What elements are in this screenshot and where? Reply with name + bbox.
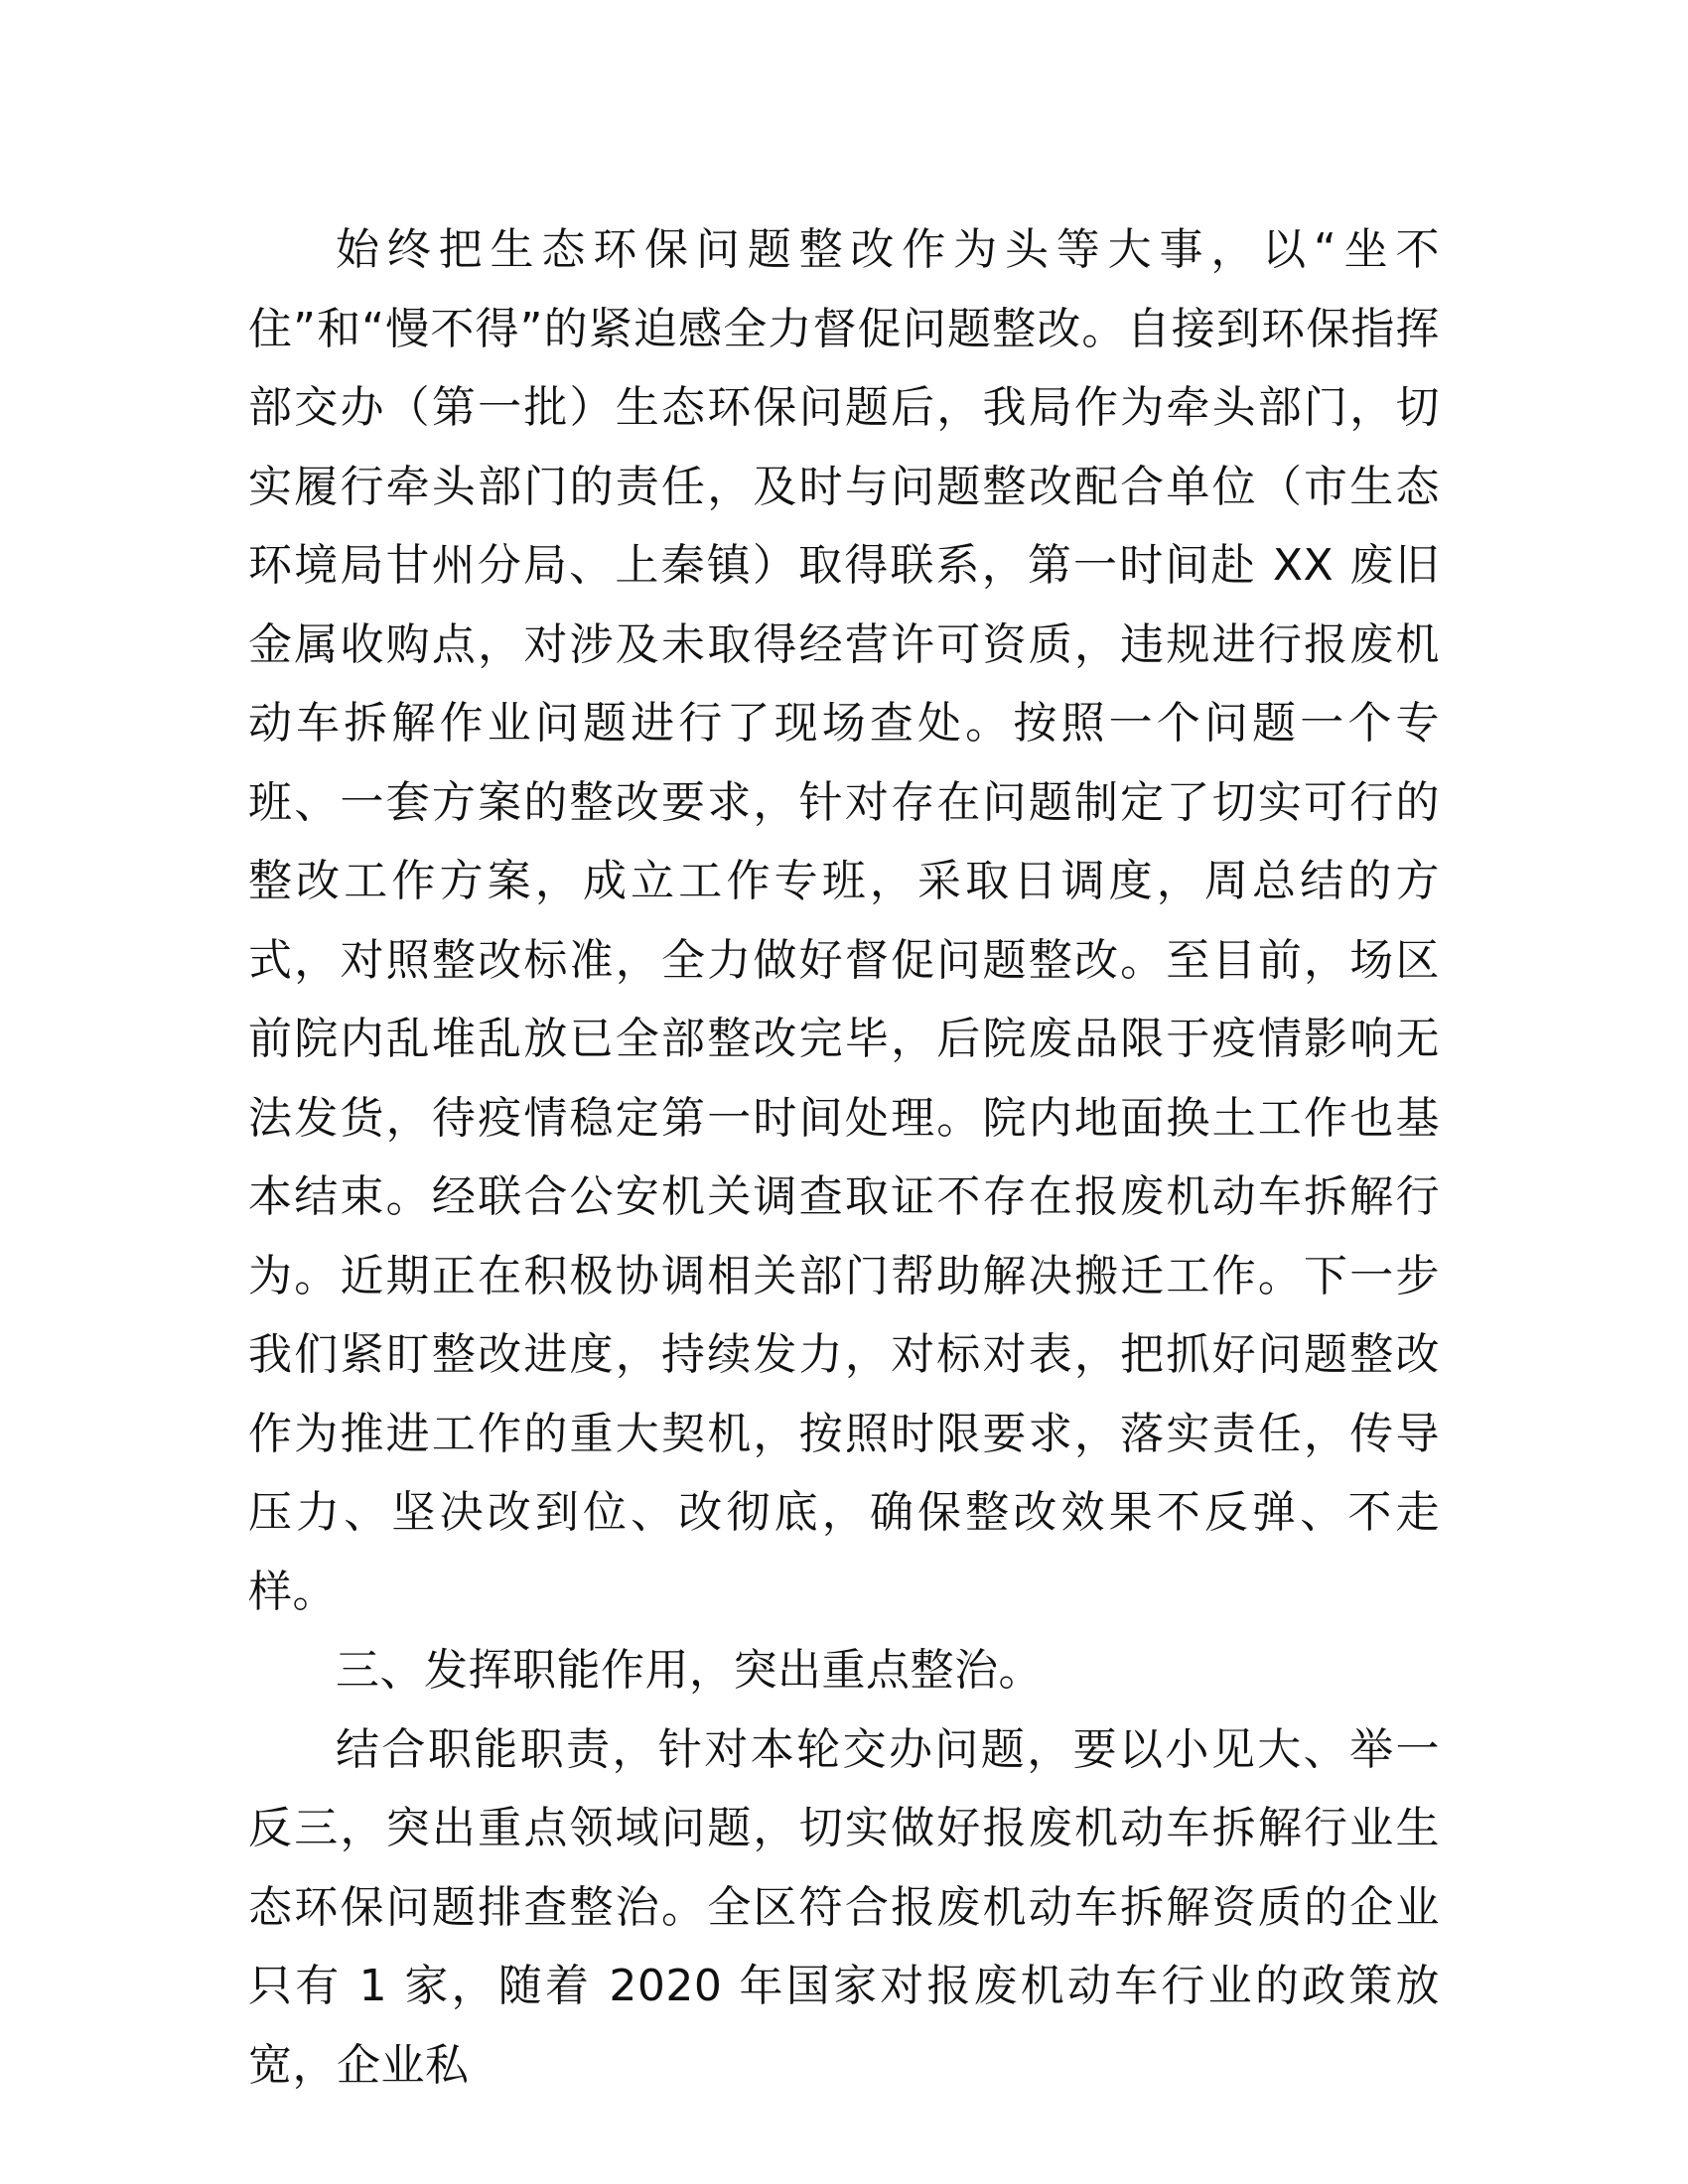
body-paragraph-1: 始终把生态环保问题整改作为头等大事，以“坐不住”和“慢不得”的紧迫感全力督促问题整改。自接到环保指挥部交办（第一批）生态环保问题后，我局作为牵头部门，切实履行牵头部门的责任，及时与问题整改配合单位（市生态环境局甘州分局、上秦镇）取得联系，第一时间赴 XX 废旧金属收购点，对涉及未取得经营许可资质，违规进行报废机动车拆解作业问题进行了现场查处。按照一个问题一个专班、一套方案的整改要求，针对存在问题制定了切实可行的整改工作方案，成立工作专班，采取日调度，周总结的方式，对照整改标准，全力做好督促问题整改。至目前，场区前院内乱堆乱放已全部整改完毕，后院废品限于疫情影响无法发货，待疫情稳定第一时间处理。院内地面换土工作也基本结束。经联合公安机关调查取证不存在报废机动车拆解行为。近期正在积极协调相关部门帮助解决搬迁工作。下一步我们紧盯整改进度，持续发力，对标对表，把抓好问题整改作为推进工作的重大契机，按照时限要求，落实责任，传导压力、坚决改到位、改彻底，确保整改效果不反弹、不走样。 [248, 224, 1440, 1617]
document-body [248, 210, 1440, 2105]
section-heading: 三、发挥职能作用，突出重点整治。 [336, 1645, 1043, 1696]
body-paragraph-2: 结合职能职责，针对本轮交办问题，要以小见大、举一反三，突出重点领域问题，切实做好报废机动车拆解行业生态环保问题排查整治。全区符合报废机动车拆解资质的企业只有 1 家，随着 2020 年国家对报废机动车行业的政策放宽，企业私 [248, 1723, 1440, 2091]
